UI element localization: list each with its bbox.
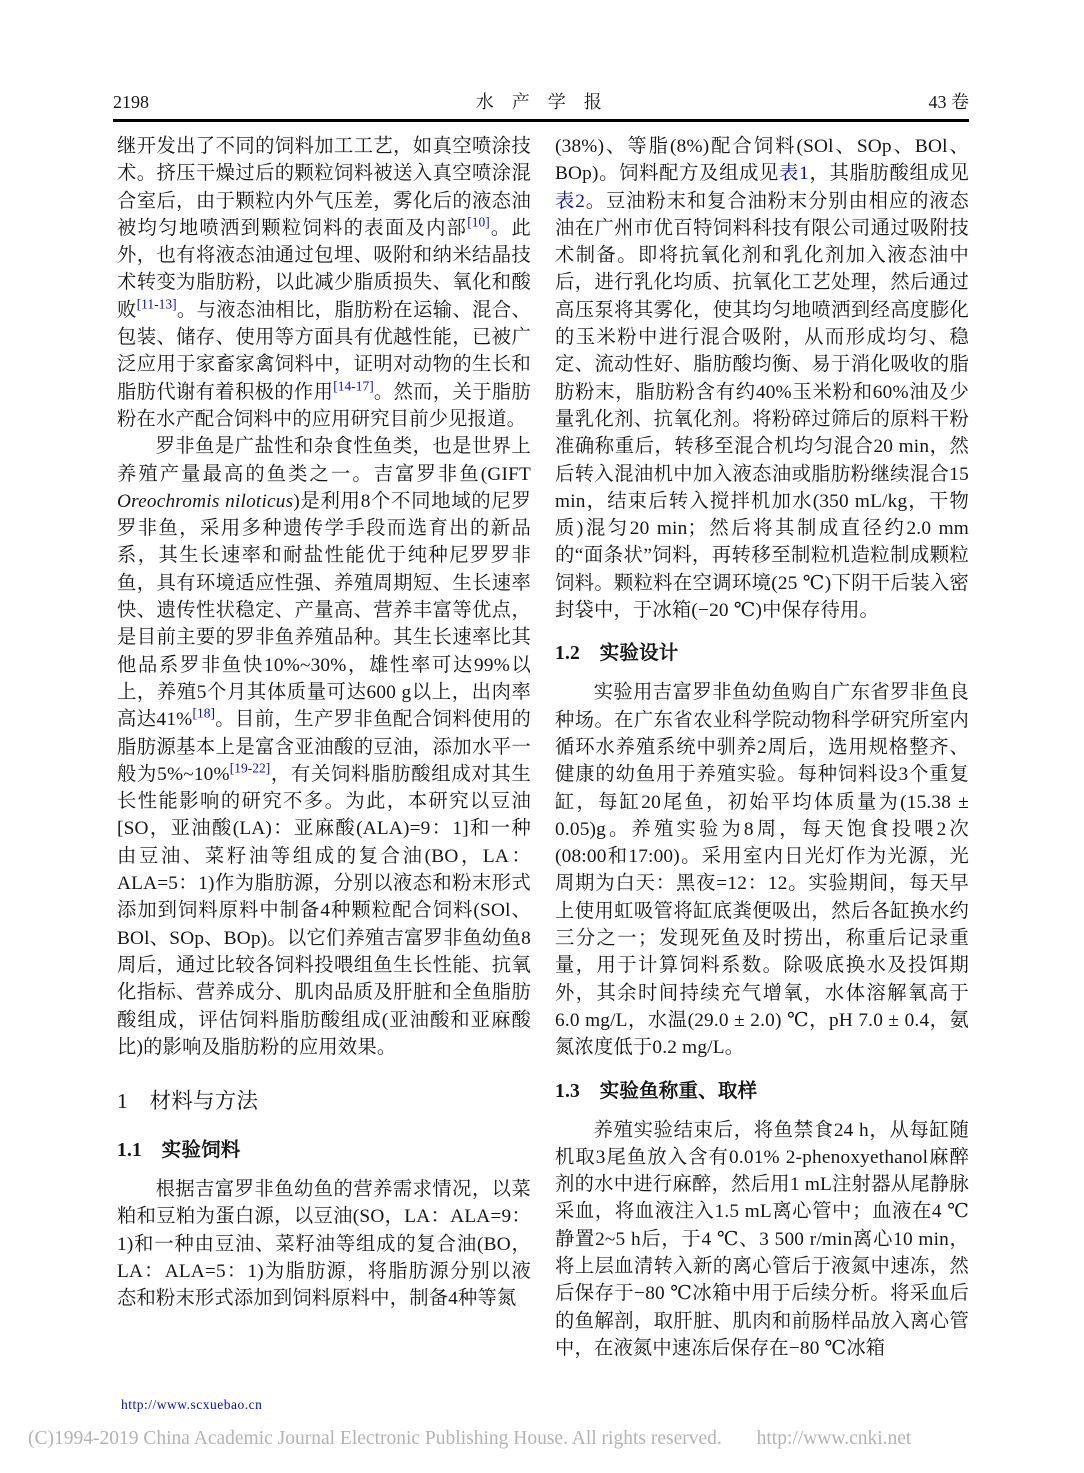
text-run: 实验用吉富罗非鱼幼鱼购自广东省罗非鱼良种场。在广东省农业科学院动物科学研究所室内循环水养殖系统中驯养2周后，选用规格整齐、健康的幼鱼用于养殖实验。每种饲料设3个重复缸，每缸20尾鱼，初始平均体质量为(15.38 ± 0.05)g。养殖实验为8周，每天饱食投喂2次(08:00和17:00)。采用室内日光灯作为光源，光周期为白天：黑夜=12：12。实验期间，每天早上使用虹吸管将缸底粪便吸出，然后各缸换水约三分之一；发现死鱼及时捞出，称重后记录重量，用于计算饲料系数。除吸底换水及投饵期外，其余时间持续充气增氧，水体溶解氧高于6.0 mg/L，水温(29.0 ± 2.0) ℃，pH 7.0 ± 0.4，氨氮浓度低于0.2 mg/L。	[555, 682, 969, 1059]
paragraph	[555, 133, 969, 624]
subsection-heading: 1.3 实验鱼称重、取样	[555, 1080, 758, 1102]
text-run: 根据吉富罗非鱼幼鱼的营养需求情况，以菜粕和豆粕为蛋白源，以豆油(SO，LA：ALA=9：1)和一种由豆油、菜籽油等组成的复合油(BO，LA：ALA=5：1)为脂肪源，将脂肪源分别以液态和粉末形式添加到饲料原料中，制备4种等氮	[117, 1179, 531, 1310]
cnki-footer	[28, 1428, 911, 1450]
page-number: 2198	[113, 92, 149, 112]
section-heading: 1 材料与方法	[117, 1089, 259, 1114]
left-column	[117, 133, 531, 1313]
text-run: ，有关饲料脂肪酸组成对其生长性能影响的研究不多。为此，本研究以豆油[SO，亚油酸(LA)：亚麻酸(ALA)=9：1]和一种由豆油、菜籽油等组成的复合油(BO，LA：ALA=5：1)作为脂肪源，分别以液态和粉末形式添加到饲料原料中制备4种颗粒配合饲料(SOl、BOl、SOp、BOp)。以它们养殖吉富罗非鱼幼鱼8周后，通过比较各饲料投喂组鱼生长性能、抗氧化指标、营养成分、肌肉品质及肝脏和全鱼脂肪酸组成，评估饲料脂肪酸组成(亚油酸和亚麻酸比)的影响及脂肪粉的应用效果。	[117, 763, 531, 1058]
text-run: (38%)、等脂(8%)配合饲料(SOl、SOp、BOl、BOp)。饲料配方及组成见	[555, 136, 969, 185]
paragraph	[117, 433, 531, 1061]
journal-website-link[interactable]: http://www.scxuebao.cn	[121, 1397, 263, 1412]
subsection-heading: 1.2 实验设计	[555, 643, 679, 665]
text-run: 。然而，关于脂肪粉在水产配合饲料中的应用研究目前少见报道。	[117, 381, 531, 430]
header-rule	[113, 119, 969, 122]
paragraph	[117, 133, 531, 433]
text-run: 。目前，生产罗非鱼配合饲料使用的脂肪源基本上是富含亚油酸的豆油，添加水平一般为5%~10%	[117, 709, 531, 785]
text-run: 养殖实验结束后，将鱼禁食24 h，从每缸随机取3尾鱼放入含有0.01% 2-phenoxyethanol麻醉剂的水中进行麻醉，然后用1 mL注射器从尾静脉采血，将血液注入1.5 mL离心管中；血液在4 ℃静置2~5 h后，于4 ℃、3 500 r/min离心10 min，将上层血清转入新的离心管后于液氮中速冻，然后保存于−80 ℃冰箱中用于后续分析。将采血后的鱼解剖，取肝脏、肌肉和前肠样品放入离心管中，在液氮中速冻后保存在−80 ℃冰箱	[555, 1119, 969, 1359]
page-header	[113, 88, 969, 114]
citation-ref[interactable]: [19-22]	[229, 760, 271, 776]
volume-label: 43 卷	[928, 92, 969, 112]
citation-ref[interactable]: [10]	[467, 214, 490, 230]
paragraph	[117, 1176, 531, 1312]
right-column	[555, 133, 969, 1362]
text-run: )是利用8个不同地域的尼罗罗非鱼，采用多种遗传学手段而选育出的新品系，其生长速率和耐盐性能优于纯种尼罗罗非鱼，具有环境适应性强、养殖周期短、生长速率快、遗传性状稳定、产量高、营养丰富等优点，是目前主要的罗非鱼养殖品种。其生长速率比其他品系罗非鱼快10%~30%，雄性率可达99%以上，养殖5个月其体质量可达600 g以上，出肉率高达41%	[117, 490, 531, 731]
text-run: 继开发出了不同的饲料加工工艺，如真空喷涂技术。挤压干燥过后的颗粒饲料被送入真空喷涂混合室后，由于颗粒内外气压差，雾化后的液态油被均匀地喷洒到颗粒饲料的表面及内部	[117, 136, 531, 239]
citation-ref[interactable]: [11-13]	[136, 296, 177, 312]
cnki-link[interactable]: http://www.cnki.net	[756, 1428, 912, 1449]
text-run: 罗非鱼是广盐性和杂食性鱼类，也是世界上养殖产量最高的鱼类之一。吉富罗非鱼(GIFT	[117, 436, 531, 485]
subsection-heading: 1.1 实验饲料	[117, 1140, 241, 1162]
text-run: 。豆油粉末和复合油粉末分别由相应的液态油在广州市优百特饲料科技有限公司通过吸附技术制备。即将抗氧化剂和乳化剂加入液态油中后，进行乳化均质、抗氧化工艺处理，然后通过高压泵将其雾化，使其均匀地喷洒到经高度膨化的玉米粉中进行混合吸附，从而形成均匀、稳定、流动性好、脂肪酸均衡、易于消化吸收的脂肪粉末，脂肪粉含有约40%玉米粉和60%油及少量乳化剂、抗氧化剂。将粉碎过筛后的原料干粉准确称重后，转移至混合机均匀混合20 min，然后转入混油机中加入液态油或脂肪粉继续混合15 min，结束后转入搅拌机加水(350 mL/kg，干物质)混匀20 min；然后将其制成直径约2.0 mm的“面条状”饲料，再转移至制粒机造粒制成颗粒饲料。颗粒料在空调环境(25 ℃)下阴干后装入密封袋中，于冰箱(−20 ℃)中保存待用。	[555, 190, 969, 622]
text-run: 。此外，也有将液态油通过包埋、吸附和纳米结晶技术转变为脂肪粉，以此减少脂质损失、氧化和酸败	[117, 217, 531, 321]
table-link[interactable]: 表1	[779, 163, 809, 185]
table-link[interactable]: 表2	[555, 190, 586, 212]
copyright-text: (C)1994-2019 China Academic Journal Electronic Publishing House. All rights reserved.	[28, 1428, 722, 1449]
journal-title: 水 产 学 报	[475, 92, 602, 112]
citation-ref[interactable]: [14-17]	[333, 378, 374, 394]
text-run: ，其脂肪酸组成见	[809, 163, 969, 185]
species-name: Oreochromis niloticus	[117, 490, 294, 512]
text-run: 。与液态油相比，脂肪粉在运输、混合、包装、储存、使用等方面具有优越性能，已被广泛应用于家畜家禽饲料中，证明对动物的生长和脂肪代谢有着积极的作用	[117, 299, 531, 403]
paragraph	[555, 1117, 969, 1363]
citation-ref[interactable]: [18]	[192, 705, 215, 721]
paragraph	[555, 679, 969, 1061]
